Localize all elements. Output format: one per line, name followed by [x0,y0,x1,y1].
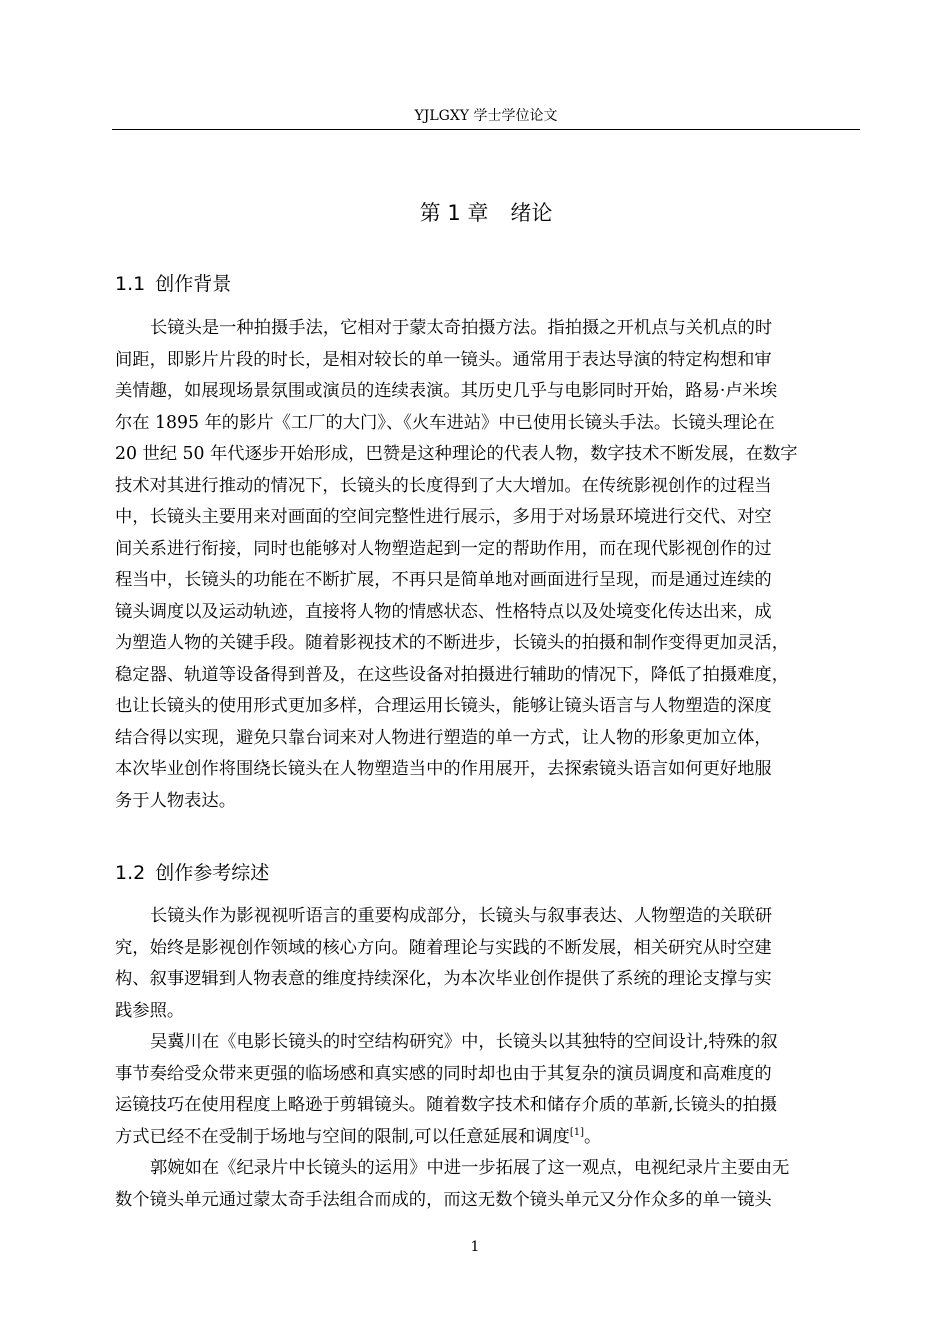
text-line: 也让长镜头的使用形式更加多样，合理运用长镜头，能够让镜头语言与人物塑造的深度 [115,696,772,716]
text-line: 稳定器、轨道等设备得到普及，在这些设备对拍摄进行辅助的情况下，降低了拍摄难度， [115,664,789,685]
text-fragment: 方式已经不在受制于场地与空间的限制,可以任意延展和调度 [115,1126,570,1147]
text-line: 中，长镜头主要用来对画面的空间完整性进行展示，多用于对场景环境进行交代、对空 [115,507,772,527]
section-heading [115,270,855,298]
section-heading [115,859,855,887]
text-line: 为塑造人物的关键手段。随着影视技术的不断进步，长镜头的拍摄和制作变得更加灵活， [115,633,789,653]
section-title: 创作参考综述 [155,862,270,884]
text-line: 践参照。 [115,1000,185,1021]
text-line: 务于人物表达。 [115,790,236,811]
text-line: 程当中，长镜头的功能在不断扩展，不再只是简单地对画面进行呈现，而是通过连续的 [115,570,772,590]
text-line: 间距，即影片片段的时长，是相对较长的单一镜头。通常用于表达导演的特定构想和审 [115,349,772,370]
text-line: 构、叙事逻辑到人物表意的维度持续深化，为本次毕业创作提供了系统的理论支撑与实 [115,969,772,989]
chapter-heading [112,197,860,229]
page-number: 1 [470,1239,480,1255]
text-line: 运镜技巧在使用程度上略逊于剪辑镜头。随着数字技术和储存介质的革新,长镜头的拍摄 [115,1095,778,1115]
text-line: 事节奏给受众带来更强的临场感和真实感的同时却也由于其复杂的演员调度和高难度的 [115,1063,772,1084]
citation-link[interactable]: [1] [569,1126,584,1138]
text-line: 技术对其进行推动的情况下，长镜头的长度得到了大大增加。在传统影视创作的过程当 [115,475,772,496]
text-line: 吴冀川在《电影长镜头的时空结构研究》中，长镜头以其独特的空间设计,特殊的叙 [150,1032,778,1052]
header-rule [112,129,860,130]
text-line: 郭婉如在《纪录片中长镜头的运用》中进一步拓展了这一观点，电视纪录片主要由无 [150,1158,790,1178]
section-2-body [115,901,863,1216]
text-line: 间关系进行衔接，同时也能够对人物塑造起到一定的帮助作用，而在现代影视创作的过 [115,538,772,559]
text-line: 美情趣，如展现场景氛围或演员的连续表演。其历史几乎与电影同时开始，路易·卢米埃 [115,381,778,401]
chapter-title: 绪论 [510,201,553,225]
text-line: 究，始终是影视创作领域的核心方向。随着理论与实践的不断发展，相关研究从时空建 [115,937,772,958]
running-header: YJLGXY 学士学位论文 [414,108,558,124]
chapter-number: 第 1 章 [419,201,489,225]
text-line: 尔在 1895 年的影片《工厂的大门》、《火车进站》中已使用长镜头手法。长镜头理论在 [115,412,775,433]
text-line [115,1122,863,1154]
section-number: 1.2 [115,862,146,884]
text-line: 镜头调度以及运动轨迹，直接将人物的情感状态、性格特点以及处境变化传达出来，成 [115,601,772,622]
text-line: 长镜头作为影视视听语言的重要构成部分，长镜头与叙事表达、人物塑造的关联研 [150,906,773,926]
section-title: 创作背景 [155,273,232,295]
section-number: 1.1 [115,273,146,295]
text-fragment: 。 [583,1126,602,1147]
text-line: 结合得以实现，避免只靠台词来对人物进行塑造的单一方式，让人物的形象更加立体， [115,727,772,748]
section-1-body [115,313,863,817]
text-line: 本次毕业创作将围绕长镜头在人物塑造当中的作用展开，去探索镜头语言如何更好地服 [115,759,772,779]
text-line: 长镜头是一种拍摄手法，它相对于蒙太奇拍摄方法。指拍摄之开机点与关机点的时 [150,318,773,338]
text-line: 20 世纪 50 年代逐步开始形成，巴赞是这种理论的代表人物，数字技术不断发展，在数字 [115,444,798,464]
text-line: 数个镜头单元通过蒙太奇手法组合而成的，而这无数个镜头单元又分作众多的单一镜头 [115,1189,772,1210]
